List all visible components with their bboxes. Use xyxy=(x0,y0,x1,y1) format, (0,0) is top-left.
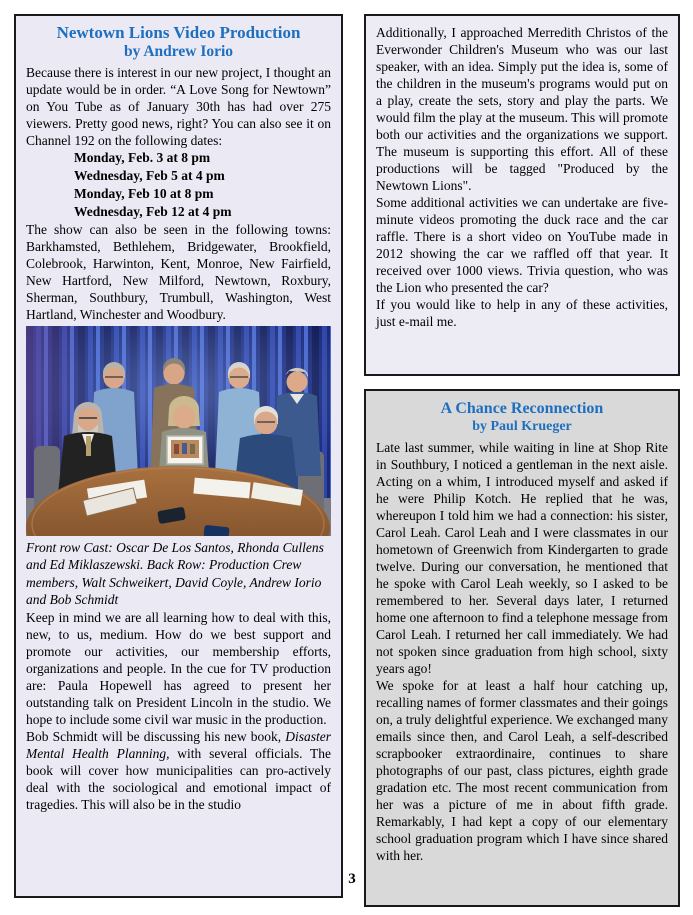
right-bottom-para2: We spoke for at least a half hour catching up, recalling names of former classmates and their goings on, a truly delightful experience. We exchanged many emails since then, and Carol Leah, a self-described scrapbooker extraordinaire, continues to share photographs of our past, class pictures, eighth grade gradation etc. The most recent communication from her was a picture of me in about fifth grade. Remarkably, I had kept a copy of our elementary school graduation program which I have since shared with her. xyxy=(376,677,668,863)
book-title: Disaster Mental Health Planning, xyxy=(26,728,331,761)
left-article-para4 xyxy=(26,728,331,813)
right-article-title: A Chance Reconnection xyxy=(440,400,604,417)
right-top-para3: If you would like to help in any of these activities, just e-mail me. xyxy=(376,297,668,329)
right-article-byline: by Paul Krueger xyxy=(472,419,572,434)
left-article-para3: Keep in mind we are all learning how to deal with this, new, to us, medium. How do we best support and promote our activities, our membership efforts, organizations and people. In the cue for TV production are: Paula Hopewell has agreed to present her outstanding talk on President Lincoln in the studio. We hope to include some civil war music in the production. xyxy=(26,609,331,727)
left-article-box xyxy=(14,14,343,898)
para4-text: Bob Schmidt will be discussing his new book, xyxy=(26,728,286,744)
studio-group-photo xyxy=(26,326,331,536)
schedule-item: Monday, Feb 10 at 8 pm xyxy=(74,185,214,201)
para4-text: with several officials. The book will cover how municipalities can pro-actively deal with the sociological and emotional impact of tragedies. This will also be in the studio xyxy=(26,745,331,812)
right-top-para2: Some additional activities we can undertake are five-minute videos promoting the duck race and the car raffle. There is a short video on YouTube made in 2012 showing the car we raffled off that year. It received over 1000 views. Trivia question, who was the Lion who presented the car? xyxy=(376,195,668,295)
schedule-item: Wednesday, Feb 12 at 4 pm xyxy=(74,203,232,219)
right-top-article-box xyxy=(364,14,680,376)
page-number: 3 xyxy=(348,871,356,887)
left-article-title: Newtown Lions Video Production xyxy=(56,23,301,42)
right-bottom-para1: Late last summer, while waiting in line at Shop Rite in Southbury, I noticed a gentleman in the next aisle. Acting on a whim, I introduced myself and asked if he were Philip Kotch. He replied that he was, whereupon I told him we had a connection: his sister, Carol Leah. Carol Leah and I were classmates in our hometown of Greenwich from Kindergarten to grade twelve. During our conversation, he mentioned that he spoke with Carol Leah weekly, so I asked to be remembered to her. Several days later, I returned home one afternoon to find a telephone message from Carol Leah. I returned her call immediately. We had not spoken since graduation from high school, sixty years ago! xyxy=(376,439,668,676)
right-bottom-article-box xyxy=(364,389,680,907)
broadcast-schedule xyxy=(26,149,331,221)
left-article-para2: The show can also be seen in the following towns: Barkhamsted, Bethlehem, Bridgewater, Brookfield, Colebrook, Harwinton, Kent, Monroe, New Fairfield, New Hartford, New Milford, Newtown, Roxbury, Sherman, Southbury, Trumbull, Washington, West Hartland, Winchester and Woodbury. xyxy=(26,221,331,322)
left-article-para1: Because there is interest in our new project, I thought an update would be in order. “A Love Song for Newtown” on You Tube as of January 30th has had over 275 viewers. Pretty good news, right? You can also see it on Channel 192 on the following dates: xyxy=(26,64,331,148)
right-top-para1: Additionally, I approached Merredith Christos of the Everwonder Children's Museum who was our last speaker, with an idea. Simply put the idea is, some of the children in the museum's programs would put on a play, create the sets, story and play the parts. We would film the play at the museum. This will promote both our activities and the organizations we support. The museum is supporting this effort. All of these productions will be tagged "Produced by the Newtown Lions". xyxy=(376,25,668,193)
left-article-byline: by Andrew Iorio xyxy=(123,43,234,61)
photo-caption: Front row Cast: Oscar De Los Santos, Rhonda Cullens and Ed Miklaszewski. Back Row: Production Crew members, Walt Schweikert, David Coyle, Andrew Iorio and Bob Schmidt xyxy=(26,539,324,608)
schedule-item: Wednesday, Feb 5 at 4 pm xyxy=(74,167,225,183)
schedule-item: Monday, Feb. 3 at 8 pm xyxy=(74,149,211,165)
